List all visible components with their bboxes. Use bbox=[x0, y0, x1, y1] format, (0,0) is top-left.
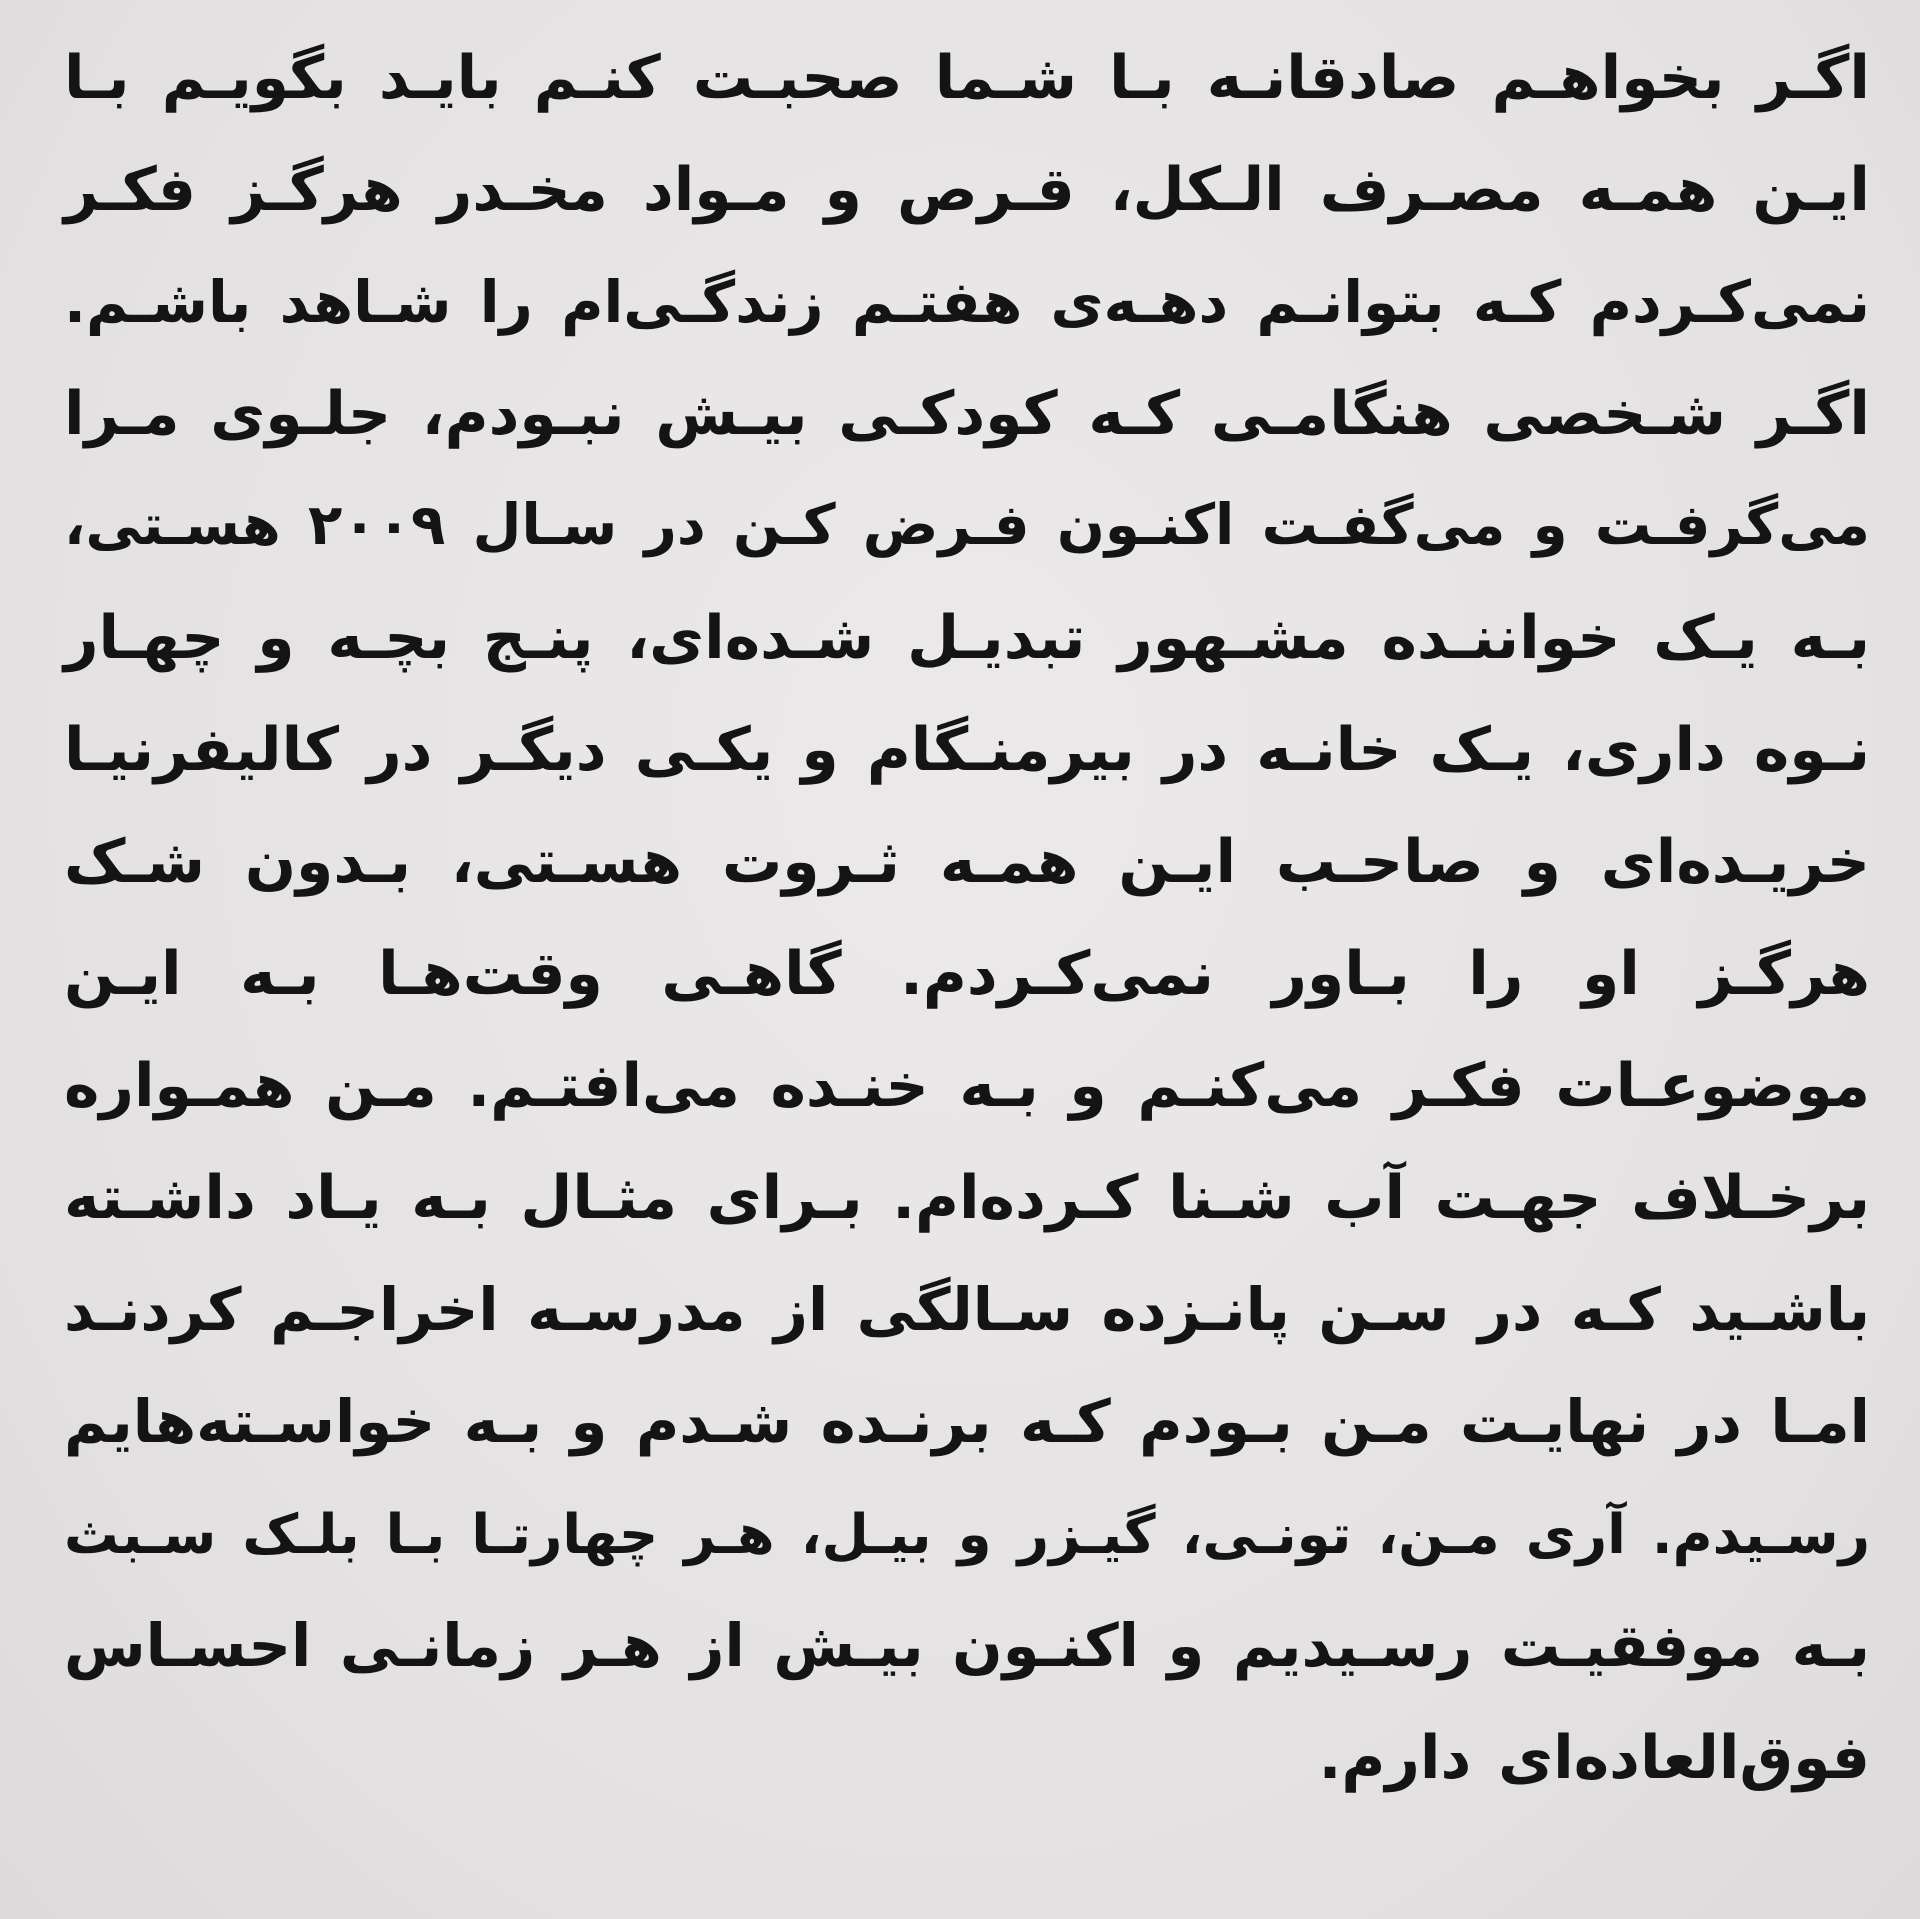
text-line-2: ایـن همـه مصـرف الـکل، قـرص و مـواد مخـدر هرگـز فکـر bbox=[64, 155, 1870, 225]
text-line-3: نمی‌کـردم کـه بتوانـم دهـه‌ی هفتـم زندگـی‌ام را شـاهد باشـم. bbox=[64, 268, 1870, 336]
text-line-8: خریـده‌ای و صاحـب ایـن همـه ثـروت هسـتی، بـدون شـک bbox=[64, 827, 1870, 897]
text-line-7: نـوه داری، یـک خانـه در بیرمنـگام و یکـی دیگـر در کالیفرنیـا bbox=[64, 715, 1870, 785]
text-line-1: اگـر بخواهـم صادقانـه بـا شـما صحبـت کنـم بایـد بگویـم بـا bbox=[64, 43, 1870, 113]
text-line-16: فوق‌العاده‌ای دارم. bbox=[1318, 1723, 1870, 1793]
text-line-5: می‌گرفـت و می‌گفـت اکنـون فـرض کـن در سـال ۲۰۰۹ هسـتی، bbox=[64, 493, 1870, 558]
text-line-6: بـه یـک خواننـده مشـهور تبدیـل شـده‌ای، پنـج بچـه و چهـار bbox=[64, 603, 1870, 673]
text-line-11: برخـلاف جهـت آب شـنا کـرده‌ام. بـرای مثـال بـه یـاد داشـته bbox=[64, 1163, 1870, 1233]
text-line-10: موضوعـات فکـر می‌کنـم و بـه خنـده می‌افتـم. مـن همـواره bbox=[64, 1051, 1870, 1121]
text-line-13: امـا در نهایـت مـن بـودم کـه برنـده شـدم و بـه خواسـته‌هایم bbox=[64, 1387, 1870, 1456]
paragraph bbox=[64, 22, 1870, 1814]
text-line-9: هرگـز او را بـاور نمی‌کـردم. گاهـی وقت‌هـا بـه ایـن bbox=[64, 939, 1870, 1009]
text-line-4: اگـر شـخصی هنگامـی کـه کودکـی بیـش نبـودم، جلـوی مـرا bbox=[64, 379, 1870, 449]
text-line-12: باشـید کـه در سـن پانـزده سـالگی از مدرسـه اخراجـم کردنـد bbox=[64, 1275, 1870, 1344]
text-line-15: بـه موفقیـت رسـیدیم و اکنـون بیـش از هـر زمانـی احسـاس bbox=[64, 1611, 1870, 1680]
text-line-14: رسـیدم. آری مـن، تونـی، گیـزر و بیـل، هـر چهارتـا بـا بلـک سـبث bbox=[64, 1502, 1870, 1566]
